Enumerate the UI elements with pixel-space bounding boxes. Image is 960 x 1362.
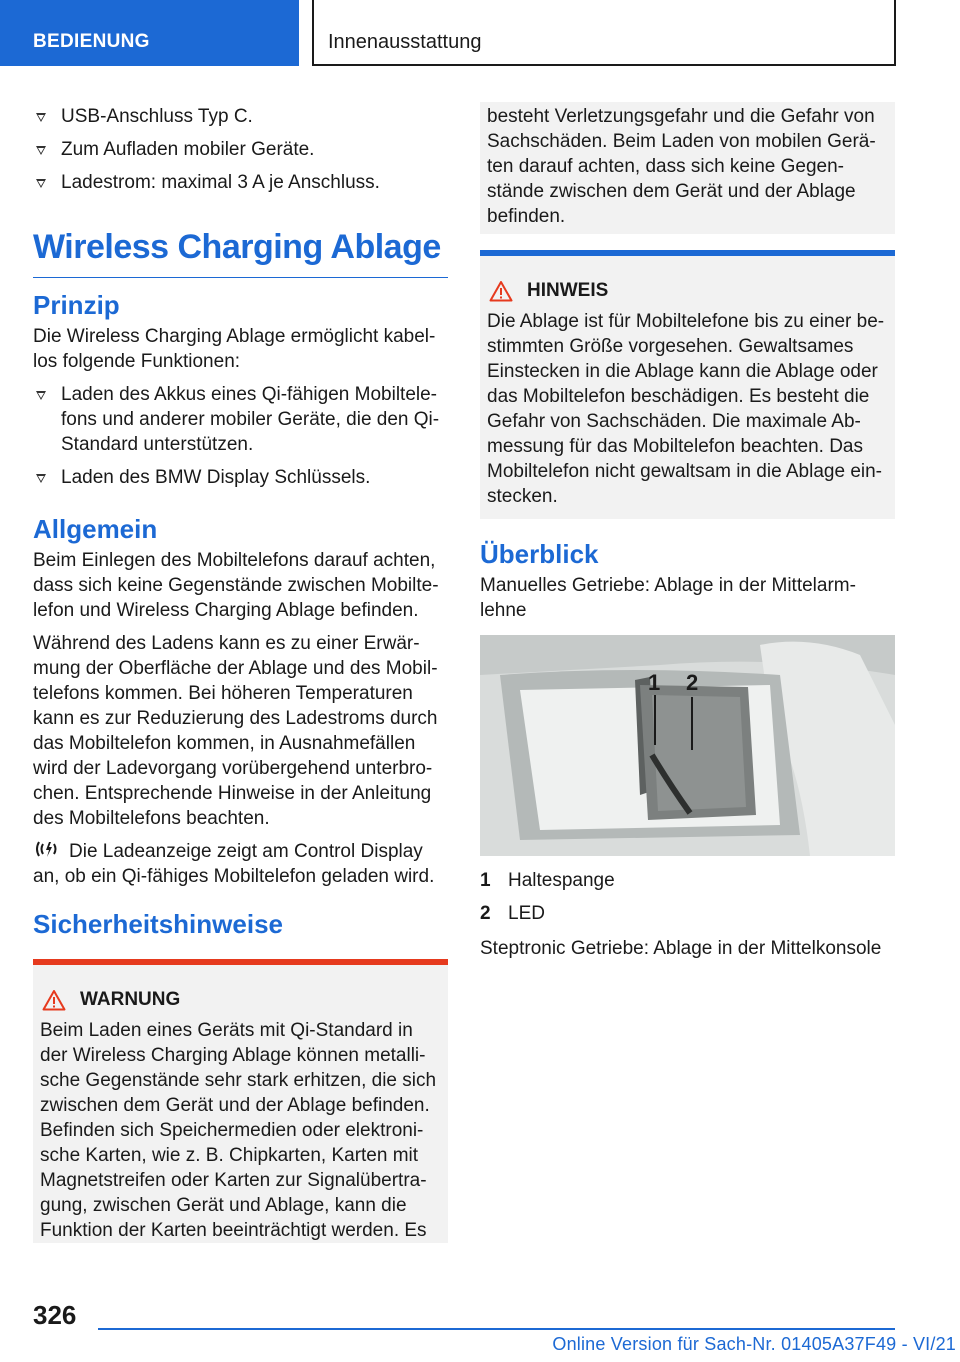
prinzip-bullet-list [33, 382, 448, 490]
chapter-label: Innenausstattung [328, 31, 482, 53]
intro-bullet-list [33, 104, 448, 195]
chapter-header [312, 0, 896, 66]
list-item: USB-Anschluss Typ C. [33, 104, 448, 129]
warning-box [33, 959, 448, 1243]
footer-divider [98, 1328, 895, 1330]
figure-legend [480, 868, 895, 926]
legend-item [480, 868, 895, 893]
bullet-triangle-icon [36, 474, 46, 483]
footer-text: Online Version für Sach-Nr. 01405A37F49 - VI/21 [552, 1334, 956, 1354]
notice-label: HINWEIS [527, 280, 609, 301]
page-number: 326 [33, 1300, 77, 1330]
section-label: BEDIENUNG [33, 31, 150, 52]
warning-label: WARNUNG [80, 989, 181, 1010]
allgemein-paragraph-3: Die Ladeanzeige zeigt am Control Display an, ob ein Qi-fähiges Mobiltelefon geladen wird. [33, 841, 435, 887]
list-item: Laden des BMW Display Schlüssels. [33, 465, 448, 490]
notice-header [487, 278, 888, 303]
section-heading-sicherheitshinweise: Sicherheitshinweise [33, 909, 283, 939]
wireless-charging-icon [33, 839, 61, 859]
legend-label: LED [508, 903, 545, 924]
bullet-triangle-icon [36, 113, 46, 122]
ueberblick-text-2: Steptronic Getriebe: Ablage in der Mittelkonsole [480, 938, 882, 959]
bullet-triangle-icon [36, 179, 46, 188]
legend-item [480, 901, 895, 926]
right-column [480, 102, 895, 969]
notice-text: Die Ablage ist für Mobiltelefone bis zu einer be-stimmten Größe vorgesehen. Gewaltsames Einstecken in die Ablage kann die Ablage oder das Mobiltelefon beschädigen. Es besteht die Gefahr von Sachschäden. Die maximale Ab-messung für das Mobiltelefon beachten. Das Mobiltelefon nicht gewaltsam in die Ablage ein-stecken. [487, 311, 885, 507]
bullet-triangle-icon [36, 146, 46, 155]
ueberblick-text: Manuelles Getriebe: Ablage in der Mittelarm-lehne [480, 575, 856, 621]
warning-text: Beim Laden eines Geräts mit Qi-Standard in der Wireless Charging Ablage können metalli-sche Gegenstände sehr stark erhitzen, die sich zwischen dem Gerät und der Ablage befinden. Befinden sich Speichermedien oder elektroni-sche Karten, wie z. B. Chipkarten, Karten mit Magnetstreifen oder Karten zur Signalübertra-gung, zwischen Gerät und Ablage, kann die Funktion der Karten beeinträchtigt werden. Es [40, 1020, 437, 1241]
armrest-storage-figure [480, 635, 895, 856]
notice-box [480, 250, 895, 519]
legend-number: 2 [480, 903, 491, 924]
legend-label: Haltespange [508, 870, 615, 891]
section-tab [0, 0, 299, 66]
section-heading-allgemein: Allgemein [33, 514, 158, 544]
warning-header [40, 987, 441, 1012]
allgemein-paragraph-2: Während des Ladens kann es zu einer Erwär-mung der Oberfläche der Ablage und des Mobil-telefons kommen. Bei höheren Temperaturen kann es zur Reduzierung des Ladestroms durch das Mobiltelefon kommen, in Ausnahmefällen wird der Ladevorgang vorübergehend unterbro-chen. Entsprechende Hinweise in der Anleitung des Mobiltelefons beachten. [33, 633, 438, 829]
warning-triangle-icon [42, 989, 66, 1011]
list-item: Zum Aufladen mobiler Geräte. [33, 137, 448, 162]
warning-box-continued [480, 102, 895, 234]
page-title: Wireless Charging Ablage [33, 227, 448, 278]
allgemein-paragraph-1: Beim Einlegen des Mobiltelefons darauf achten, dass sich keine Gegenstände zwischen Mobilte-lefon und Wireless Charging Ablage befinden. [33, 550, 439, 621]
warning-triangle-icon [489, 280, 513, 302]
section-heading-ueberblick: Überblick [480, 539, 599, 569]
bullet-triangle-icon [36, 391, 46, 400]
warning-text-continued: besteht Verletzungsgefahr und die Gefahr von Sachschäden. Beim Laden von mobilen Gerä-ten darauf achten, dass sich keine Gegen-stände zwischen dem Gerät und der Ablage befinden. [487, 106, 876, 227]
list-item: Ladestrom: maximal 3 A je Anschluss. [33, 170, 448, 195]
left-column [33, 104, 448, 1243]
prinzip-text: Die Wireless Charging Ablage ermöglicht kabel-los folgende Funktionen: [33, 326, 436, 372]
list-item: Laden des Akkus eines Qi-fähigen Mobiltele-fons und anderer mobiler Geräte, die den Qi-Standard unterstützen. [33, 382, 448, 457]
figure-label-2: 2 [686, 670, 699, 695]
section-heading-prinzip: Prinzip [33, 290, 120, 320]
legend-number: 1 [480, 870, 491, 891]
figure-label-1: 1 [648, 670, 661, 695]
